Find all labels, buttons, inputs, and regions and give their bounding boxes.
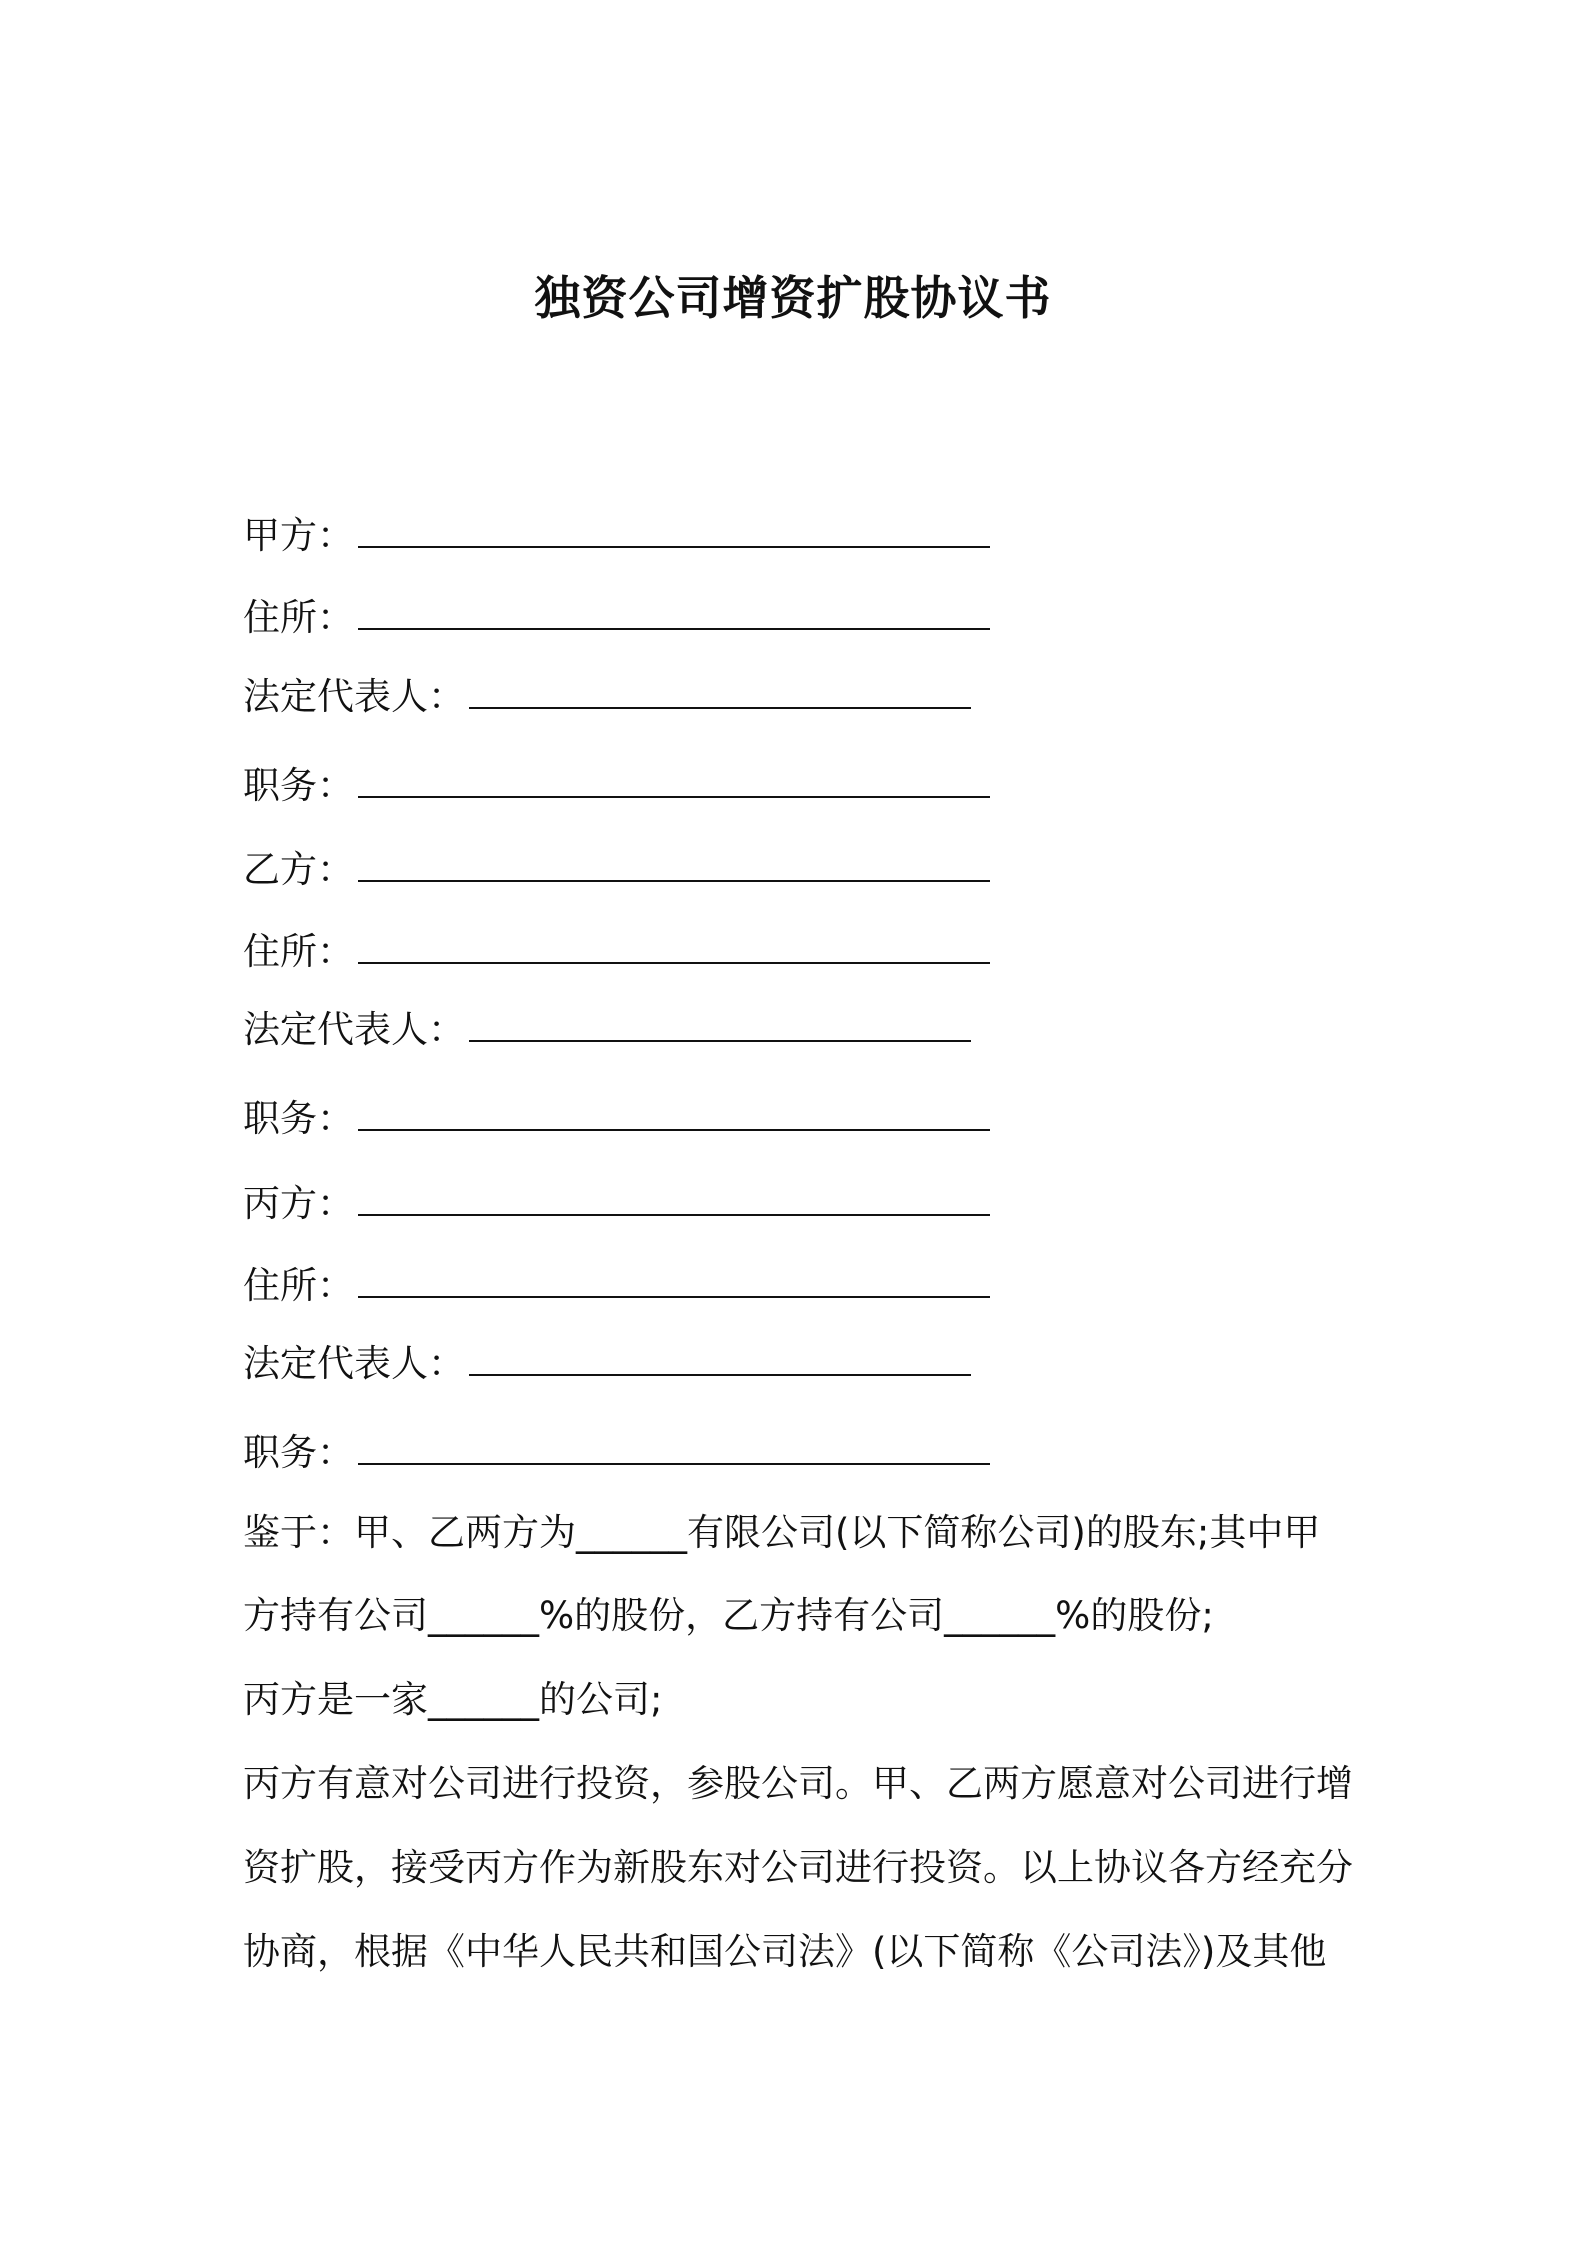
body-line: 方持有公司______%的股份，乙方持有公司______%的股份; [243,1594,1214,1637]
fill-blank [358,512,990,548]
party-c-address-field [243,1262,990,1308]
party-c-representative-field [243,1340,971,1386]
fill-blank [358,1180,990,1216]
field-label: 住所： [243,930,354,973]
fill-blank [358,928,990,964]
fill-blank [358,1095,990,1131]
field-label: 职务： [243,1097,354,1140]
party-a-position-field [243,762,990,808]
document-title: 独资公司增资扩股协议书 [534,271,1052,325]
body-line: 资扩股，接受丙方作为新股东对公司进行投资。以上协议各方经充分 [243,1846,1353,1889]
party-c-field [243,1180,990,1226]
field-label: 职务： [243,1431,354,1474]
body-line: 丙方是一家______的公司; [243,1678,663,1721]
field-label: 法定代表人： [243,675,465,718]
party-a-field [243,512,990,558]
body-line: 协商，根据《中华人民共和国公司法》(以下简称《公司法》)及其他 [243,1930,1327,1973]
fill-blank [358,1262,990,1298]
field-label: 住所： [243,596,354,639]
field-label: 住所： [243,1264,354,1307]
body-line: 鉴于：甲、乙两方为______有限公司(以下简称公司)的股东;其中甲 [243,1511,1321,1554]
fill-blank [469,1006,971,1042]
party-b-position-field [243,1095,990,1141]
party-c-position-field [243,1429,990,1475]
fill-blank [358,762,990,798]
body-line: 丙方有意对公司进行投资，参股公司。甲、乙两方愿意对公司进行增 [243,1762,1353,1805]
field-label: 法定代表人： [243,1342,465,1385]
party-b-address-field [243,928,990,974]
fill-blank [358,594,990,630]
fill-blank [358,846,990,882]
fill-blank [469,1340,971,1376]
field-label: 乙方： [243,848,354,891]
party-a-address-field [243,594,990,640]
party-b-representative-field [243,1006,971,1052]
field-label: 甲方： [243,514,354,557]
field-label: 丙方： [243,1182,354,1225]
field-label: 职务： [243,764,354,807]
party-b-field [243,846,990,892]
party-a-representative-field [243,673,971,719]
field-label: 法定代表人： [243,1008,465,1051]
fill-blank [469,673,971,709]
fill-blank [358,1429,990,1465]
